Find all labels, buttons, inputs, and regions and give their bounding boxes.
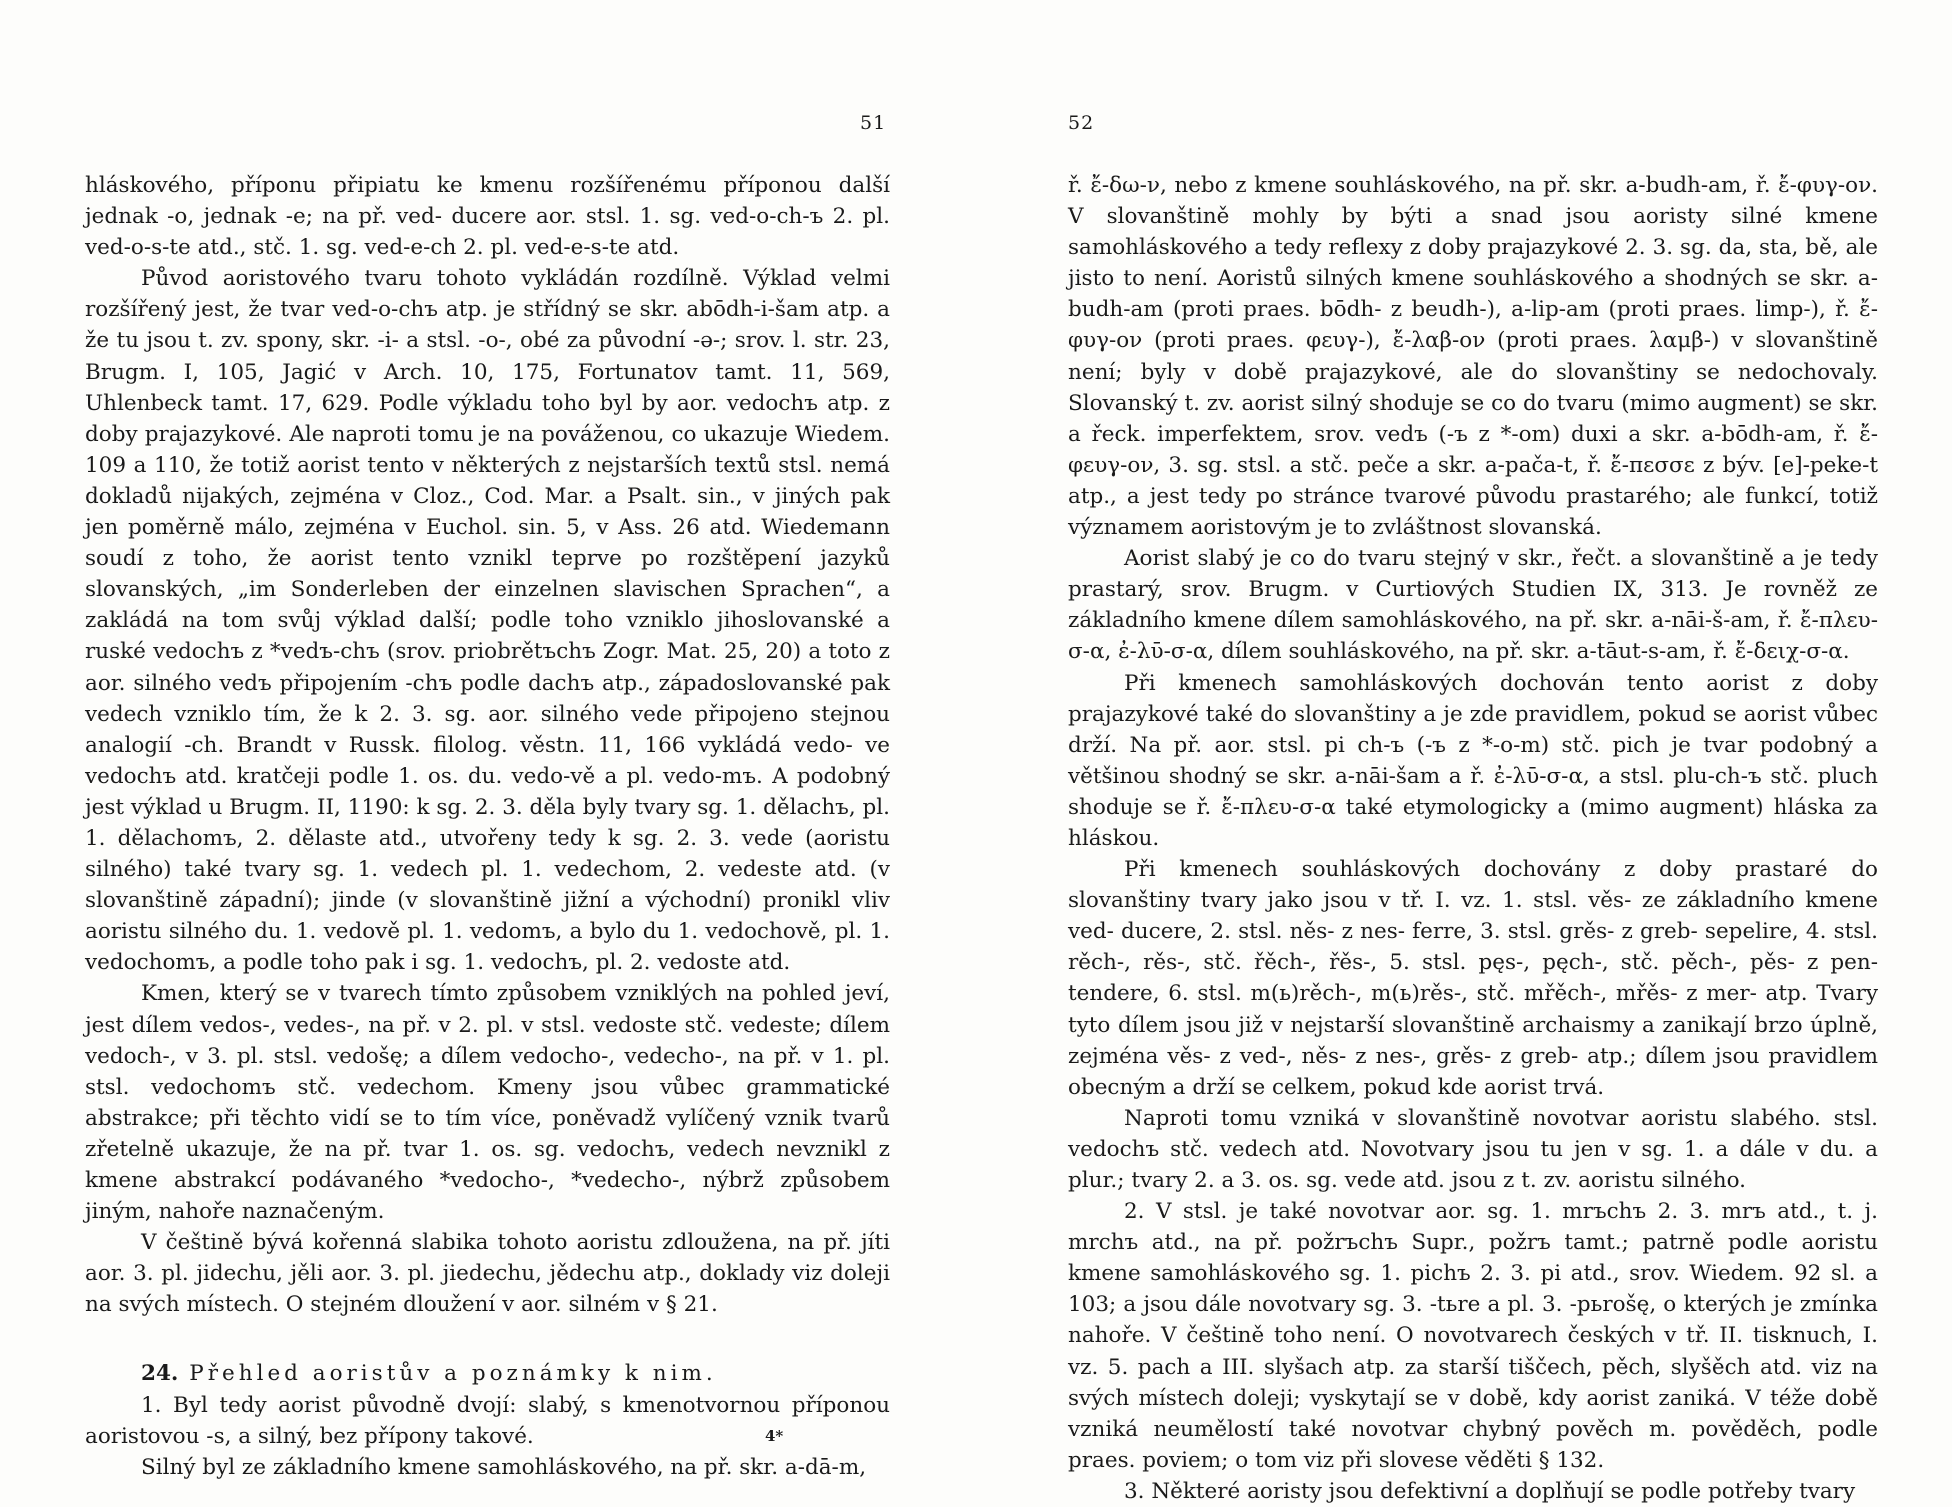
section-title: Přehled aoristův a poznámky k nim. <box>189 1361 717 1387</box>
paragraph: Aorist slabý je co do tvaru stejný v skr., řečt. a slovanštině a je tedy prastarý, srov. Brugm. v Curtiových Studien IX, 313. Je rovněž ze základního kmene dílem samohláskového, na př. skr. a-nāi-š-am, ř. ἔ-πλευ-σ-α, ἐ-λῡ-σ-α, dílem souhláskového, na př. skr. a-tāut-s-am, ř. ἔ-δειχ-σ-α. <box>1068 546 1878 665</box>
signature-mark: 4* <box>765 1427 784 1445</box>
paragraph: Při kmenech samohláskových dochován tento aorist z doby prajazykové také do slovanštiny a je zde pravidlem, pokud se aorist vůbec drží. Na př. aor. stsl. pi ch-ъ (-ъ z *-o-m) stč. pich je tvar podobný a většinou shodný se skr. a-nāi-šam a ř. ἐ-λῡ-σ-α, a stsl. plu-ch-ъ stč. pluch shoduje se ř. ἔ-πλευ-σ-α také etymologicky a (mimo augment) hláska za hláskou. <box>1068 670 1878 851</box>
paragraph: 1. Byl tedy aorist původně dvojí: slabý, s kmenotvornou příponou aoristovou -s, a silný, bez přípony takové. <box>85 1392 890 1449</box>
section-number: 24. <box>141 1361 179 1387</box>
paragraph: 3. Některé aoristy jsou defektivní a doplňují se podle potřeby tvary <box>1124 1478 1856 1504</box>
paragraph: ř. ἔ-δω-ν, nebo z kmene souhláskového, na př. skr. a-budh-am, ř. ἔ-φυγ-ον. V slovanštině mohly by býti a snad jsou aoristy silné kmene samohláskového a tedy reflexy z doby prajazykové 2. 3. sg. da, sta, bě, ale jisto to není. Aoristů silných kmene souhláskového a shodných se skr. a-budh-am (proti praes. bōdh- z beudh-), a-lip-am (proti praes. limp-), ř. ἔ-φυγ-ον (proti praes. φευγ-), ἔ-λαβ-ον (proti praes. λαμβ-) v slovanštině není; byly v době prajazykové, ale do slovanštiny se nedochovaly. Slovanský t. zv. aorist silný shoduje se co do tvaru (mimo augment) se skr. a řeck. imperfektem, srov. vedъ (-ъ z *-om) duxi a skr. a-bōdh-am, ř. ἔ-φευγ-ον, 3. sg. stsl. a stč. peče a skr. a-pača-t, ř. ἔ-πεσσε z býv. [e]-peke-t atp., a jest tedy po stránce tvarové původu prastarého; ale funkcí, totiž významem aoristovým je to zvláštnost slovanská. <box>1068 173 1878 541</box>
section-heading <box>85 1358 890 1389</box>
paragraph: V češtině bývá kořenná slabika tohoto aoristu zdloužena, na př. jíti aor. 3. pl. jidechu, jěli aor. 3. pl. jiedechu, jědechu atp., doklady viz doleji na svých místech. O stejném dloužení v aor. silném v § 21. <box>85 1230 890 1318</box>
paragraph: Původ aoristového tvaru tohoto vykládán rozdílně. Výklad velmi rozšířený jest, že tvar ved-o-chъ atp. je střídný se skr. abōdh-i-šam atp. a že tu jsou t. zv. spony, skr. -i- a stsl. -o-, obé za původní -ə-; srov. l. str. 23, Brugm. I, 105, Jagić v Arch. 10, 175, Fortunatov tamt. 11, 569, Uhlenbeck tamt. 17, 629. Podle výkladu toho byl by aor. vedochъ atp. z doby prajazykové. Ale naproti tomu je na pováženou, co ukazuje Wiedem. 109 a 110, že totiž aorist tento v některých z nejstarších textů stsl. nemá dokladů nijakých, zejména v Cloz., Cod. Mar. a Psalt. sin., v jiných pak jen poměrně málo, zejména v Euchol. sin. 5, v Ass. 26 atd. Wiedemann soudí z toho, že aorist tento vznikl teprve po rozštěpení jazyků slovanských, „im Sonderleben der einzelnen slavischen Sprachen“, a zakládá na tom svůj výklad další; podle toho vzniklo jihoslovanské a ruské vedochъ z *vedъ-chъ (srov. priobrětъchъ Zogr. Mat. 25, 20) a toto z aor. silného vedъ připojením -chъ podle dachъ atp., západoslovanské pak vedech vzniklo tím, že k 2. 3. sg. aor. silného vede připojeno stejnou analogií -ch. Brandt v Russk. filolog. věstn. 11, 166 vykládá vedo- ve vedochъ atd. kratčeji podle 1. os. du. vedo-vě a pl. vedo-mъ. A podobný jest výklad u Brugm. II, 1190: k sg. 2. 3. děla byly tvary sg. 1. dělachъ, pl. 1. dělachomъ, 2. dělaste atd., utvořeny tedy k sg. 2. 3. vede (aoristu silného) také tvary sg. 1. vedech pl. 1. vedechom, 2. vedeste atd. (v slovanštině západní); jinde (v slovanštině jižní a východní) pronikl vliv aoristu silného du. 1. vedově pl. 1. vedomъ, a bylo du 1. vedochově, pl. 1. vedochomъ, a podle toho pak i sg. 1. vedochъ, pl. 2. vedoste atd. <box>85 266 890 976</box>
paragraph: Kmen, který se v tvarech tímto způsobem vzniklých na pohled jeví, jest dílem vedos-, vedes-, na př. v 2. pl. v stsl. vedoste stč. vedeste; dílem vedoch-, v 3. pl. stsl. vedošę; a dílem vedocho-, vedecho-, na př. v 1. pl. stsl. vedochomъ stč. vedechom. Kmeny jsou vůbec grammatické abstrakce; při těchto vidí se to tím více, poněvadž vylíčený vznik tvarů zřetelně ukazuje, že na př. tvar 1. os. sg. vedochъ, vedech nevznikl z kmene abstrakcí podávaného *vedocho-, *vedecho-, nýbrž způsobem jiným, nahoře naznačeným. <box>85 981 890 1225</box>
paragraph: Silný byl ze základního kmene samohláskového, na př. skr. a-dā-m, <box>141 1454 867 1480</box>
paragraph: Naproti tomu vzniká v slovanštině novotvar aoristu slabého. stsl. vedochъ stč. vedech atd. Novotvary jsou tu jen v sg. 1. a dále v du. a plur.; tvary 2. a 3. os. sg. vede atd. jsou z t. zv. aoristu silného. <box>1068 1105 1878 1193</box>
paragraph: 2. V stsl. je také novotvar aor. sg. 1. mrъchъ 2. 3. mrъ atd., t. j. mrchъ atd., na př. požrъchъ Supr., požrъ tamt.; patrně podle aoristu kmene samohláskového sg. 1. pichъ 2. 3. pi atd., srov. Wiedem. 92 sl. a 103; a jsou dále novotvary sg. 3. -tьre a pl. 3. -pьrošę, o kterých je zmínka nahoře. V češtině toho není. O novotvarech českých v tř. II. tisknuch, I. vz. 5. pach a III. slyšach atp. za starší tiščech, pěch, slyšěch atd. viz na svých místech doleji; vyskytají se v době, kdy aorist zaniká. V téže době vzniká neumělostí také novotvar chybný pověch m. pověděch, podle praes. poviem; o tom viz při slovese věděti § 132. <box>1068 1199 1878 1473</box>
page-number: 52 <box>1068 112 1095 134</box>
paragraph: Při kmenech souhláskových dochovány z doby prastaré do slovanštiny tvary jako jsou v tř. I. vz. 1. stsl. věs- ze základního kmene ved- ducere, 2. stsl. něs- z nes- ferre, 3. stsl. grěs- z greb- sepelire, 4. stsl. rěch-, rěs-, stč. řěch-, řěs-, 5. stsl. pęs-, pęch-, stč. pěch-, pěs- z pen- tendere, 6. stsl. m(ь)rěch-, m(ь)rěs-, stč. mřěch-, mřěs- z mer- atp. Tvary tyto dílem jsou již v nejstarší slovanštině archaismy a zanikají brzo úplně, zejména věs- z ved-, něs- z nes-, grěs- z greb- atp.; dílem jsou pravidlem obecným a drží se celkem, pokud kde aorist trvá. <box>1068 857 1878 1100</box>
page-text <box>85 170 890 1483</box>
page-text <box>1068 170 1878 1507</box>
page-number: 51 <box>860 112 887 134</box>
paragraph: hláskového, příponu připiatu ke kmenu rozšířenému příponou další jednak -o, jednak -e; na př. ved- ducere aor. stsl. 1. sg. ved-o-ch-ъ 2. pl. ved-o-s-te atd., stč. 1. sg. ved-e-ch 2. pl. ved-e-s-te atd. <box>85 173 890 261</box>
